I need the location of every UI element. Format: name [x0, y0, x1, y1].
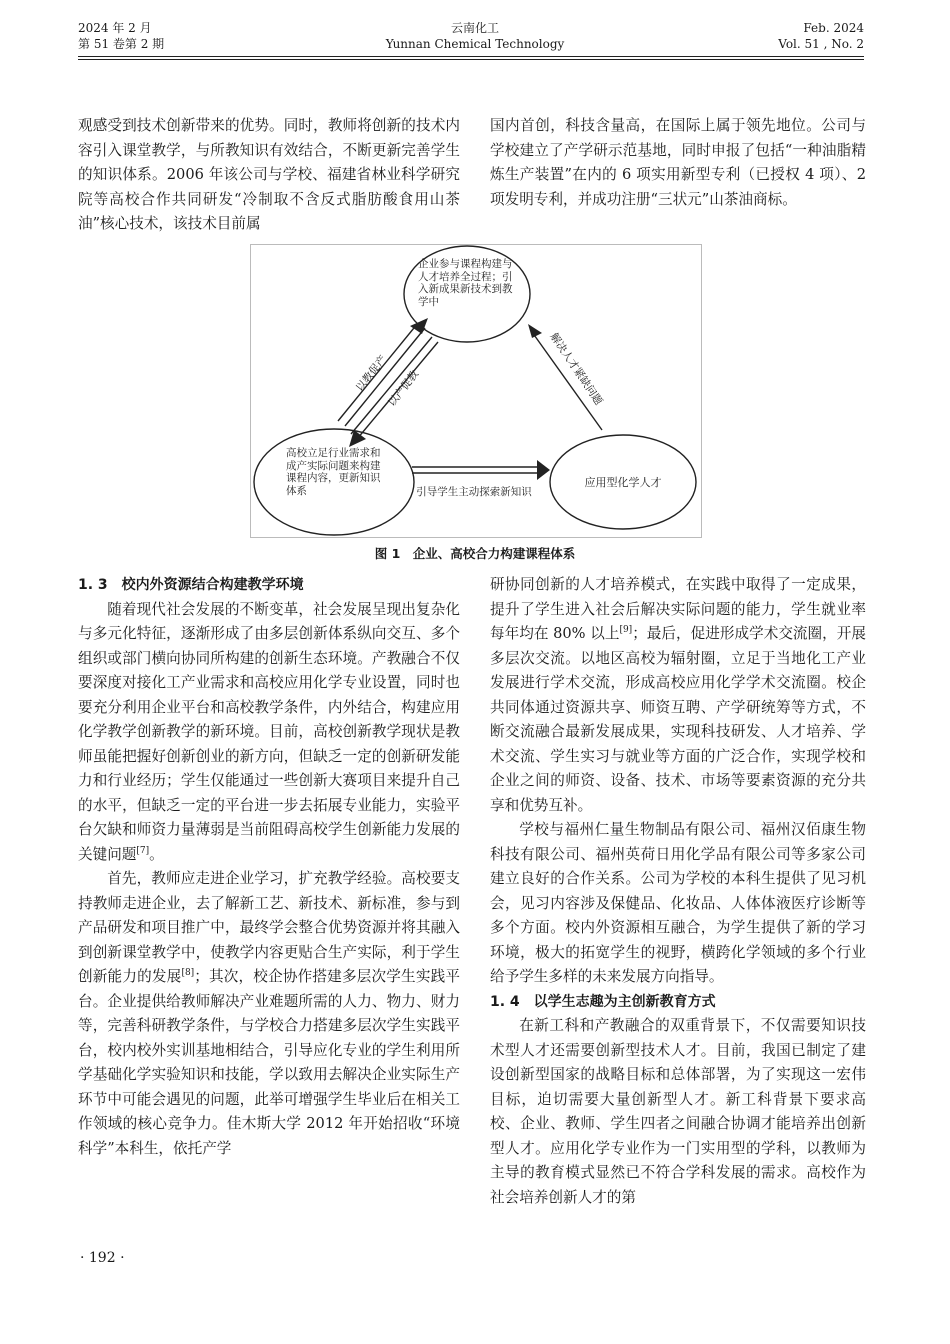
figure-caption: 图 1 企业、高校合力构建课程体系 [374, 546, 576, 561]
citation-9: [9] [619, 625, 633, 636]
node-top-label-box [418, 258, 516, 334]
top-left-column [78, 114, 460, 237]
header-date-cn: 2024 年 2 月 [78, 21, 152, 35]
arrow-up-label: 以教促产 [353, 353, 390, 394]
header-journal-en: Yunnan Chemical Technology [385, 37, 565, 51]
header-volume-cn: 第 51 卷第 2 期 [78, 37, 165, 51]
right-p1-text: 研协同创新的人才培养模式，在实践中取得了一定成果，提升了学生进入社会后解决实际问题的能力，学生就业率每年均在 80% 以上 [490, 576, 866, 642]
top-left-paragraph: 观感受到技术创新带来的优势。同时，教师将创新的技术内容引入课堂教学，与所教知识有效结合，不断更新完善学生的知识体系。2006 年该公司与学校、福建省林业科学研究院等高校合作共同研发“冷制取不含反式脂肪酸食用山茶油”核心技术，该技术目前属 [78, 117, 460, 232]
right-body-column [490, 573, 866, 1210]
citation-7: [7] [136, 845, 150, 856]
header-right [778, 20, 864, 52]
citation-8: [8] [181, 968, 195, 979]
arrow-bottom-label: 引导学生主动探索新知识 [416, 486, 532, 498]
section-1-3-title: 1. 3 校内外资源结合构建教学环境 [78, 577, 304, 593]
right-paragraph-2: 学校与福州仁量生物制品有限公司、福州汉佰康生物科技有限公司、福州英荷日用化学品有限公司等多家公司建立良好的合作关系。公司为学校的本科生提供了见习机会，见习内容涉及保健品、化妆品、人体体液医疗诊断等多个方面。校内外资源相互融合，为学生提供了新的学习环境，极大的拓宽学生的视野，横跨化学领域的多个行业给予学生多样的未来发展方向指导。 [490, 821, 866, 985]
header-volume-en: Vol. 51 , No. 2 [778, 37, 864, 51]
arrow-down-label: 以产促教 [385, 368, 422, 409]
page-number: · 192 · [80, 1250, 125, 1266]
left-p1-text: 随着现代社会发展的不断变革，社会发展呈现出复杂化与多元化特征，逐渐形成了由多层创新体系纵向交互、多个组织或部门横向协同所构建的创新生态环境。产教融合不仅要深度对接化工产业需求和高校应用化学专业设置，同时也要充分利用企业平台和高校教学条件，内外结合，构建应用化学教学创新教学的新环境。目前，高校创新教学现状是教师虽能把握好创新创业的新方向，但缺乏一定的创新研发能力和行业经历；学生仅能通过一些创新大赛项目来提升自己的水平，但缺乏一定的平台进一步去拓展专业能力，实验平台欠缺和师资力量薄弱是当前阻碍高校学生创新能力发展的关键问题 [78, 600, 460, 863]
right-paragraph-1 [490, 573, 866, 818]
header-journal-cn: 云南化工 [450, 21, 499, 35]
arrow-diag-label: 解决人才紧缺问题 [547, 330, 605, 408]
header-rule-top [78, 56, 864, 57]
top-right-column [490, 114, 866, 212]
node-right-label: 应用型化学人才 [584, 476, 662, 489]
left-p2-text: 首先，教师应走进企业学习，扩充教学经验。高校要支持教师走进企业，去了解新工艺、新技术、新标准，参与到产品研发和项目推广中，最终学会整合优势资源并将其融入到创新课堂教学中，使教学内容更贴合生产实际，利于学生创新能力的发展 [78, 870, 460, 985]
node-top-label: 企业参与课程构建与人才培养全过程；引入新成果新技术到教学中 [418, 258, 513, 308]
right-p1-end: ；最后，促进形成学术交流圈，开展多层次交流。以地区高校为辐射圈，立足于当地化工产业发展进行学术交流，形成高校应用化学学术交流圈。校企共同体通过资源共享、师资互聘、产学研统筹等方式，不断交流融合最新发展成果，实现科技研发、人才培养、学术交流、学生实习与就业等方面的广泛合作，实现学校和企业之间的师资、设备、技术、市场等要素资源的充分共享和优势互补。 [490, 625, 866, 814]
arrow-diag-head [528, 324, 542, 338]
node-left-label: 高校立足行业需求和成产实际问题来构建课程内容，更新知识体系 [286, 447, 381, 497]
left-p2-end: ；其次，校企协作搭建多层次学生实践平台。企业提供给教师解决产业难题所需的人力、物力、财力等，完善科研教学条件，与学校合力搭建多层次学生实践平台，校内校外实训基地相结合，引导应化专业的学生利用所学基础化学实验知识和技能，学以致用去解决企业实际生产环节中可能会遇见的问题，此举可增强学生毕业后在相关工作领域的核心竞争力。佳木斯大学 2012 年开始招收“环境科学”本科生，依托产学 [78, 968, 460, 1157]
node-left-label-box [286, 447, 384, 519]
left-p1-end: 。 [149, 845, 164, 863]
right-paragraph-3: 在新工科和产教融合的双重背景下，不仅需要知识技术型人才还需要创新型技术人才。目前，我国已制定了建设创新型国家的战略目标和总体部署，为了实现这一宏伟目标，迫切需要大量创新型人才。新工科背景下要求高校、企业、教师、学生四者之间融合协调才能培养出创新型人才。应用化学专业作为一门实用型的学科，以教师为主导的教育模式显然已不符合学科发展的需求。高校作为社会培养创新人才的第 [490, 1017, 866, 1206]
header-rule-bottom [78, 59, 864, 60]
left-paragraph-1 [78, 598, 460, 868]
top-right-paragraph: 国内首创，科技含量高，在国际上属于领先地位。公司与学校建立了产学研示范基地，同时申报了包括“一种油脂精炼生产装置”在内的 6 项实用新型专利（已授权 4 项）、2 项发明专利，并成功注册“三状元”山茶油商标。 [490, 117, 866, 208]
header-date-en: Feb. 2024 [803, 21, 864, 35]
left-paragraph-2 [78, 867, 460, 1161]
section-1-4-title: 1. 4 以学生志趣为主创新教育方式 [490, 993, 716, 1010]
figure-1-diagram [250, 244, 702, 538]
arrow-bottom-head [537, 460, 550, 480]
left-body-column [78, 573, 460, 1161]
